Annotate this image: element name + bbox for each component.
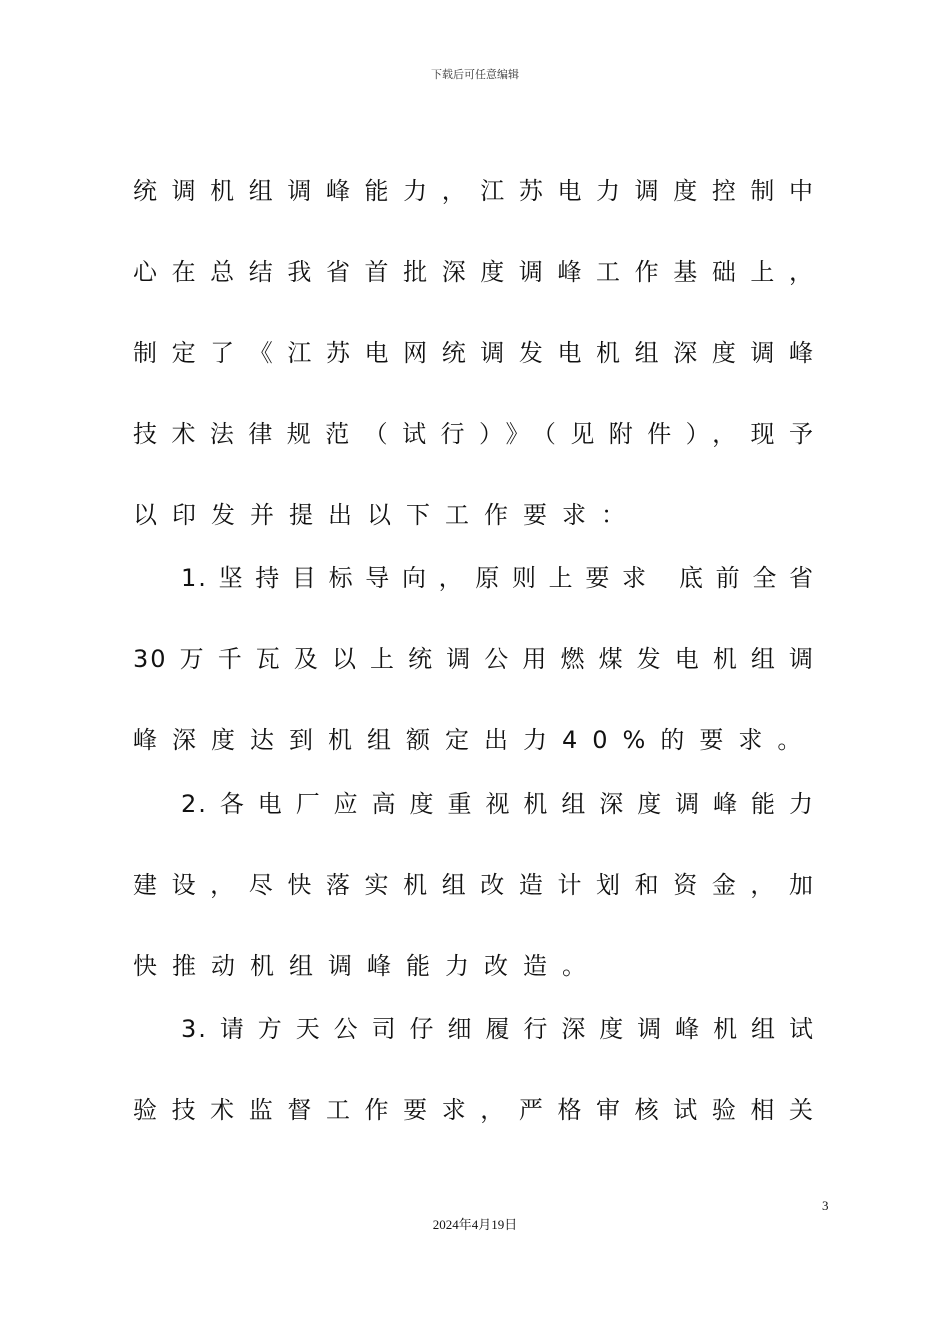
page-number: 3 xyxy=(822,1198,829,1213)
body-line: 以印发并提出以下工作要求： xyxy=(133,501,640,529)
body-line: 建设，尽快落实机组改造计划和资金，加 xyxy=(133,871,815,899)
body-line: 峰深度达到机组额定出力40%的要求。 xyxy=(133,726,817,754)
body-line: 3.请方天公司仔细履行深度调峰机组试 xyxy=(181,1015,815,1043)
page-date: 2024年4月19日 xyxy=(432,1217,518,1232)
body-line: 心在总结我省首批深度调峰工作基础上， xyxy=(133,258,815,286)
body-line: 统调机组调峰能力，江苏电力调度控制中 xyxy=(133,177,815,205)
body-line: 1.坚持目标导向，原则上要求 底前全省 xyxy=(181,564,815,592)
page-header: 下载后可任意编辑 xyxy=(431,68,519,81)
body-line: 2.各电厂应高度重视机组深度调峰能力 xyxy=(181,790,815,818)
body-line: 技术法律规范（试行）》（见附件），现予 xyxy=(133,420,815,448)
body-line: 快推动机组调峰能力改造。 xyxy=(133,952,601,980)
body-line: 30万千瓦及以上统调公用燃煤发电机组调 xyxy=(133,645,815,673)
body-line: 制定了《江苏电网统调发电机组深度调峰 xyxy=(133,339,815,367)
body-line: 验技术监督工作要求，严格审核试验相关 xyxy=(133,1096,815,1124)
